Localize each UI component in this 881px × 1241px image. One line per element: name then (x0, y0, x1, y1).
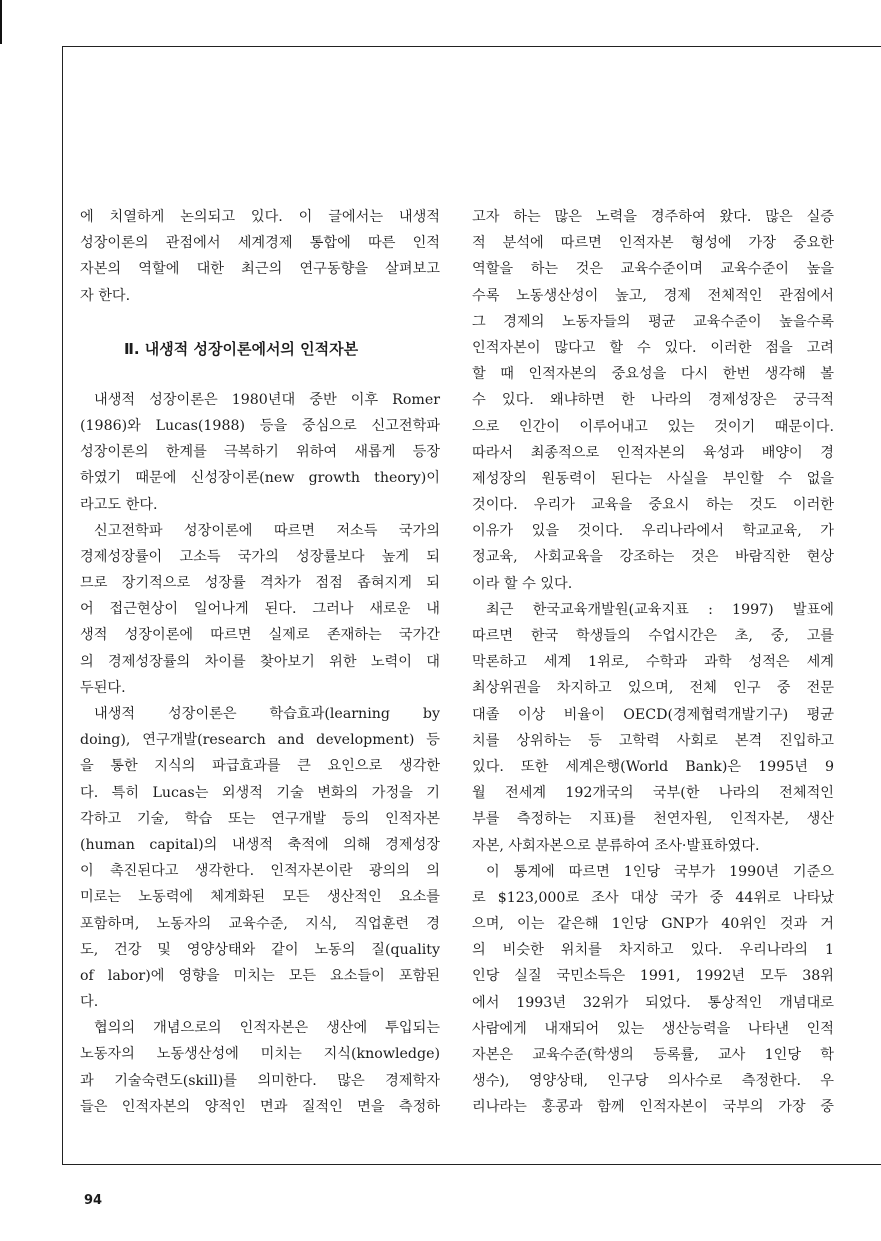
text-line: 생적 성장이론에 따르면 실제로 존재하는 국가간 (80, 627, 440, 644)
text-line: doing), 연구개발(research and development) 등 (80, 732, 440, 749)
text-line: 의 경제성장률의 차이를 찾아보기 위한 노력이 대 (80, 653, 440, 670)
text-line: 으로 인간이 이루어내고 있는 것이기 때문이다. (472, 418, 834, 435)
text-line: 라고도 한다. (80, 496, 158, 513)
text-line: 최근 한국교육개발원(교육지표 : 1997) 발표에 (486, 601, 834, 618)
text-line: 막론하고 세계 1위로, 수학과 과학 성적은 세계 (472, 654, 834, 671)
text-line: 월 전세계 192개국의 국부(한 나라의 전체적인 (472, 785, 834, 802)
text-line: 을 통한 지식의 파급효과를 큰 요인으로 생각한 (80, 758, 440, 775)
text-line: 자 한다. (80, 287, 131, 304)
text-line: 신고전학파 성장이론에 따르면 저소득 국가의 (94, 522, 440, 539)
text-line: 이 통계에 따르면 1인당 국부가 1990년 기준으 (486, 863, 834, 880)
text-line: 고자 하는 많은 노력을 경주하여 왔다. 많은 실증 (472, 209, 834, 225)
text-line: 로 $123,000로 조사 대상 국가 중 44위로 나타났 (472, 889, 834, 906)
text-line: 각하고 기술, 학습 또는 연구개발 등의 인적자본 (80, 810, 440, 827)
text-line: 있다. 또한 세계은행(World Bank)은 1995년 9 (472, 758, 834, 775)
text-line: 의 비슷한 위치를 차지하고 있다. 우리나라의 1 (472, 942, 834, 959)
text-line: (1986)와 Lucas(1988) 등을 중심으로 신고전학파 (80, 417, 440, 434)
text-line: 다. 특히 Lucas는 외생적 기술 변화의 가정을 기 (80, 784, 440, 801)
text-line: 따라서 최종적으로 인적자본의 육성과 배양이 경 (472, 444, 834, 461)
text-line: 두된다. (80, 679, 126, 696)
right-column (472, 204, 834, 1121)
text-line: 내생적 성장이론은 학습효과(learning by (94, 706, 440, 722)
text-line: 므로 장기적으로 성장률 격차가 점점 좁혀지게 되 (80, 575, 440, 592)
text-line: 수 있다. 왜냐하면 한 나라의 경제성장은 궁극적 (472, 392, 834, 409)
text-line: 자본, 사회자본으로 분류하여 조사·발표하였다. (472, 837, 760, 854)
text-line: 따르면 한국 학생들의 수업시간은 초, 중, 고를 (472, 628, 834, 644)
text-line: 대졸 이상 비율이 OECD(경제협력개발기구) 평균 (472, 706, 834, 723)
text-line: 할 때 인적자본의 중요성을 다시 한번 생각해 볼 (472, 366, 834, 383)
text-line: 미로는 노동력에 체계화된 모든 생산적인 요소를 (80, 889, 440, 906)
text-line: 하였기 때문에 신성장이론(new growth theory)이 (80, 470, 440, 487)
text-line: 내생적 성장이론은 1980년대 중반 이후 Romer (94, 391, 440, 408)
top-rule (62, 46, 881, 47)
spacer (80, 369, 440, 387)
text-line: 최상위권을 차지하고 있으며, 전체 인구 중 전문 (472, 680, 834, 697)
text-line: 이 촉진된다고 생각한다. 인적자본이란 광의의 의 (80, 863, 440, 880)
text-line: 생수), 영양상태, 인구당 의사수로 측정한다. 우 (472, 1073, 834, 1090)
bottom-rule (62, 1164, 881, 1165)
text-line: 적 분석에 따르면 인적자본 형성에 가장 중요한 (472, 235, 834, 252)
section-heading: Ⅱ. 내생적 성장이론에서의 인적자본 (124, 339, 359, 358)
text-line: 성장이론의 한계를 극복하기 위하여 새롭게 등장 (80, 444, 440, 461)
text-line: 치를 상위하는 등 고학력 사회로 본격 진입하고 (472, 732, 834, 749)
text-line: 정교육, 사회교육을 강조하는 것은 바람직한 현상 (472, 549, 834, 566)
text-line: 들은 인적자본의 양적인 면과 질적인 면을 측정하 (80, 1098, 440, 1115)
text-line: 성장이론의 관점에서 세계경제 통합에 따른 인적 (80, 235, 440, 252)
text-line: 역할을 하는 것은 교육수준이며 교육수준이 높을 (472, 261, 834, 278)
spacer (80, 309, 440, 329)
text-line: 경제성장률이 고소득 국가의 성장률보다 높게 되 (80, 548, 440, 565)
text-line: 것이다. 우리가 교육을 중요시 하는 것도 이러한 (472, 497, 834, 514)
text-line: 노동자의 노동생산성에 미치는 지식(knowledge) (80, 1046, 440, 1063)
text-line: 어 접근현상이 일어나게 된다. 그러나 새로운 내 (80, 601, 440, 618)
text-line: of labor)에 영향을 미치는 모든 요소들이 포함된 (80, 967, 440, 984)
text-line: 자본은 교육수준(학생의 등록률, 교사 1인당 학 (472, 1047, 834, 1063)
left-edge-mark (0, 0, 2, 44)
text-line: 제성장의 원동력이 된다는 사실을 부인할 수 없을 (472, 470, 834, 487)
text-line: (human capital)의 내생적 축적에 의해 경제성장 (80, 836, 440, 853)
left-side-rule (62, 46, 63, 1164)
text-line: 에 치열하게 논의되고 있다. 이 글에서는 내생적 (80, 209, 440, 225)
text-line: 다. (80, 994, 99, 1011)
text-line: 사람에게 내재되어 있는 생산능력을 나타낸 인적 (472, 1020, 834, 1037)
text-line: 에서 1993년 32위가 되었다. 통상적인 개념대로 (472, 994, 834, 1011)
text-line: 그 경제의 노동자들의 평균 교육수준이 높을수록 (472, 313, 834, 330)
text-line: 부를 측정하는 지표)를 천연자원, 인적자본, 생산 (472, 811, 834, 828)
text-line: 인적자본이 많다고 할 수 있다. 이러한 점을 고려 (472, 339, 834, 356)
text-line: 자본의 역할에 대한 최근의 연구동향을 살펴보고 (80, 261, 440, 278)
text-line: 리나라는 홍콩과 함께 인적자본이 국부의 가장 중 (472, 1099, 834, 1116)
text-line: 포함하며, 노동자의 교육수준, 지식, 직업훈련 경 (80, 915, 440, 932)
text-line: 으며, 이는 같은해 1인당 GNP가 40위인 것과 거 (472, 916, 834, 933)
text-line: 이유가 있을 것이다. 우리나라에서 학교교육, 가 (472, 523, 834, 540)
text-line: 이라 할 수 있다. (472, 575, 573, 592)
text-line: 수록 노동생산성이 높고, 경제 전체적인 관점에서 (472, 287, 834, 304)
page-number: 94 (84, 1193, 103, 1208)
text-line: 도, 건강 및 영양상태와 같이 노동의 질(quality (80, 941, 440, 958)
text-line: 협의의 개념으로의 인적자본은 생산에 투입되는 (94, 1020, 440, 1037)
text-line: 인당 실질 국민소득은 1991, 1992년 모두 38위 (472, 968, 834, 985)
text-line: 과 기술숙련도(skill)를 의미한다. 많은 경제학자 (80, 1072, 440, 1089)
left-column (80, 204, 440, 1120)
